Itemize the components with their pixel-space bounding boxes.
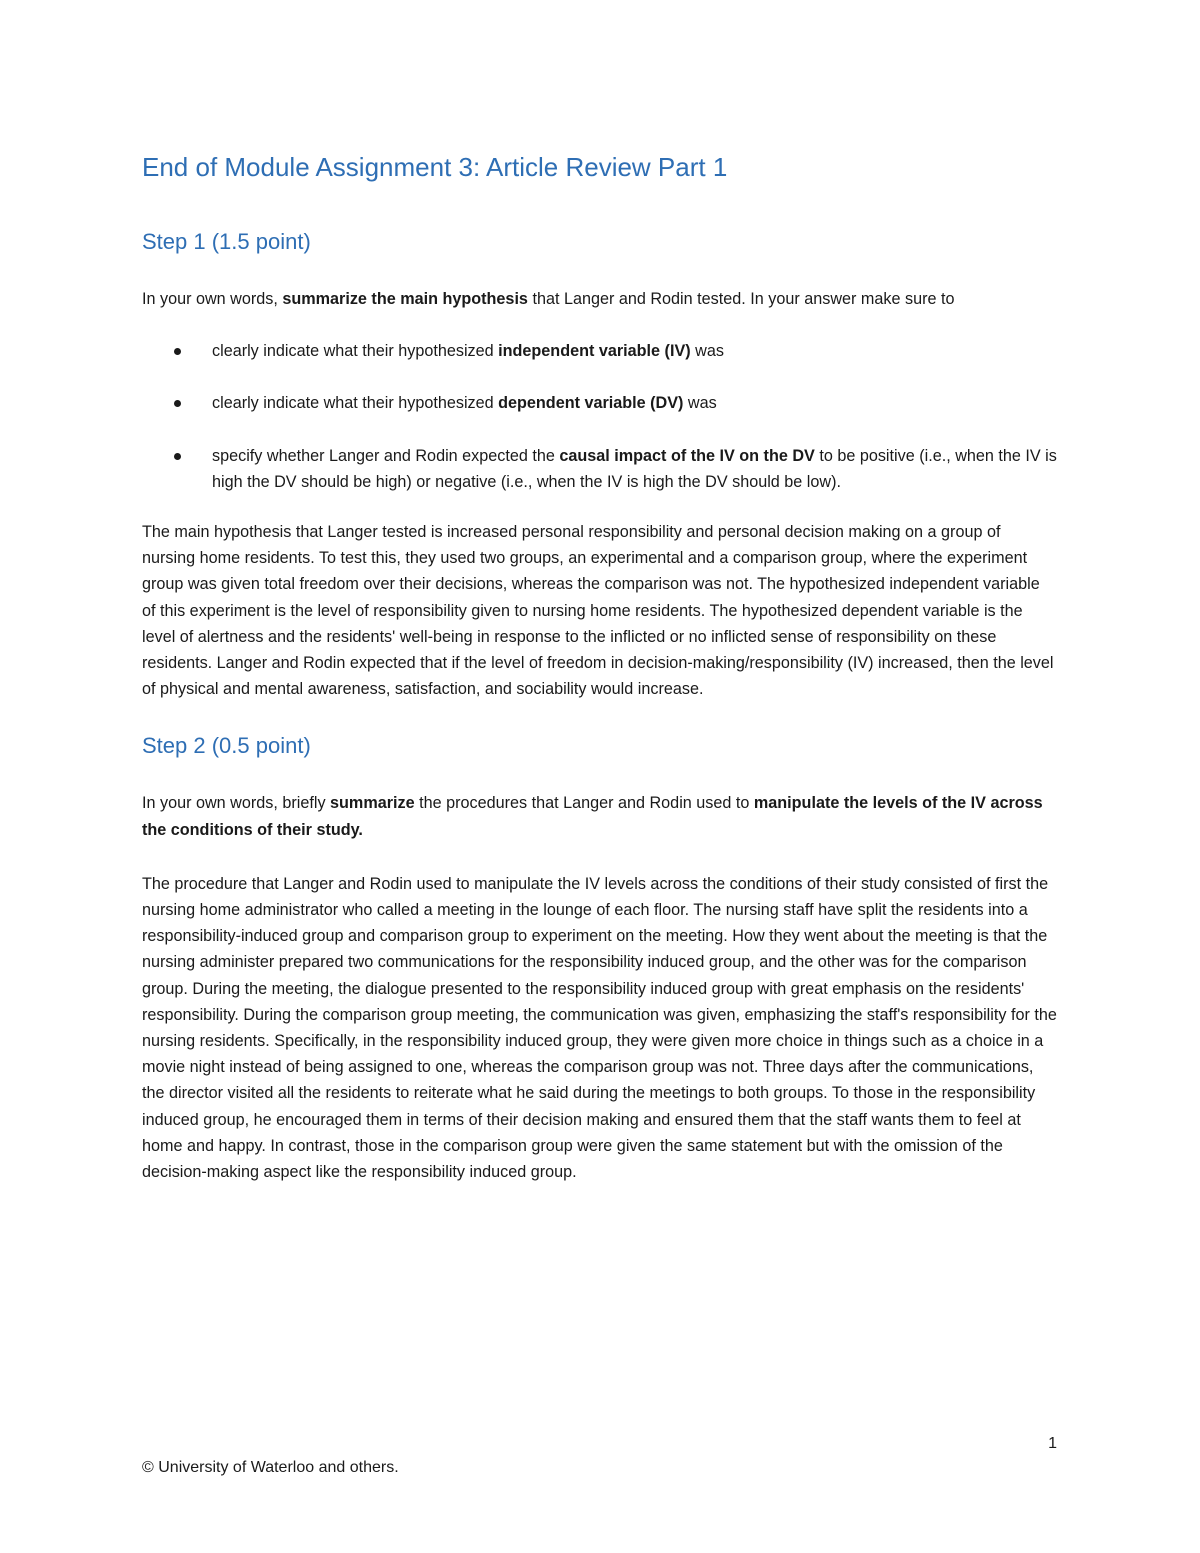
bold-text-run: independent variable (IV) <box>498 342 691 361</box>
bold-text-run: dependent variable (DV) <box>498 394 684 413</box>
bold-text-run: summarize the main hypothesis <box>282 290 528 308</box>
bullet-text <box>212 394 717 412</box>
bullet-item-iv <box>142 338 1057 364</box>
copyright-footer: © University of Waterloo and others. <box>142 1459 399 1476</box>
document-title: End of Module Assignment 3: Article Review Part 1 <box>142 152 728 182</box>
text-run: that Langer and Rodin tested. In your answer make sure to <box>527 290 955 308</box>
step1-prompt <box>142 286 1057 312</box>
step2-answer: The procedure that Langer and Rodin used to manipulate the IV levels across the conditions of their study consisted of first the nursing home administrator who called a meeting in the lounge of each floor. The nursing staff have split the residents into a responsibility-induced group and comparison group to experiment on the meeting. How they went about the meeting is that the nursing administer prepared two communications for the responsibility induced group, and the other was for the comparison group. During the meeting, the dialogue presented to the responsibility induced group with great emphasis on the residents' responsibility. During the comparison group meeting, the communication was given, emphasizing the staff's responsibility for the nursing residents. Specifically, in the responsibility induced group, they were given more choice in things such as a choice in a movie night instead of being assigned to one, whereas the comparison group was not. Three days after the communications, the director visited all the residents to reiterate what he said during the meetings to both groups. To those in the responsibility induced group, he encouraged them in terms of their decision making and ensured them that the staff wants them to feel at home and happy. In contrast, those in the comparison group were given the same statement but with the omission of the decision-making aspect like the responsibility induced group. <box>142 874 1057 1182</box>
text-run: to be positive (i.e., when the IV is high the DV should be high) or negative (i.e., when the IV is high the DV should be low). <box>212 446 1057 491</box>
bold-text-run: manipulate the levels of the IV across the conditions of their study. <box>142 794 1043 839</box>
bullet-item-dv <box>142 390 1057 416</box>
text-run: the procedures that Langer and Rodin used to <box>414 794 754 813</box>
text-run: was <box>690 342 724 361</box>
step1-answer: The main hypothesis that Langer tested is increased personal responsibility and personal decision making on a group of nursing home residents. To test this, they used two groups, an experimental and a comparison group, where the experiment group was given total freedom over their decisions, whereas the comparison was not. The hypothesized independent variable of this experiment is the level of responsibility given to nursing home residents. The hypothesized dependent variable is the level of alertness and the residents' well-being in response to the inflicted or no inflicted sense of responsibility on these residents. Langer and Rodin expected that if the level of freedom in decision-making/responsibility (IV) increased, then the level of physical and mental awareness, satisfaction, and sociability would increase. <box>142 523 1054 699</box>
step2-heading: Step 2 (0.5 point) <box>142 733 311 759</box>
text-run: specify whether Langer and Rodin expected the <box>212 446 560 465</box>
text-run: clearly indicate what their hypothesized <box>212 342 499 361</box>
step1-bullet-list <box>142 338 1057 495</box>
bold-text-run: summarize <box>330 794 415 813</box>
bullet-dot-icon <box>174 453 181 460</box>
bullet-dot-icon <box>174 348 181 355</box>
bullet-text <box>212 447 1057 491</box>
bold-text-run: causal impact of the IV on the DV <box>559 446 815 465</box>
text-run: In your own words, <box>142 290 283 308</box>
step2-prompt <box>142 790 1057 842</box>
text-run: In your own words, briefly <box>142 794 331 813</box>
bullet-item-causal <box>142 443 1057 495</box>
text-run: was <box>683 394 717 413</box>
bullet-dot-icon <box>174 400 181 407</box>
page-content <box>142 148 1057 1185</box>
text-run: clearly indicate what their hypothesized <box>212 394 499 413</box>
page-number: 1 <box>1048 1435 1057 1452</box>
bullet-text <box>212 342 724 360</box>
step1-heading: Step 1 (1.5 point) <box>142 229 311 254</box>
